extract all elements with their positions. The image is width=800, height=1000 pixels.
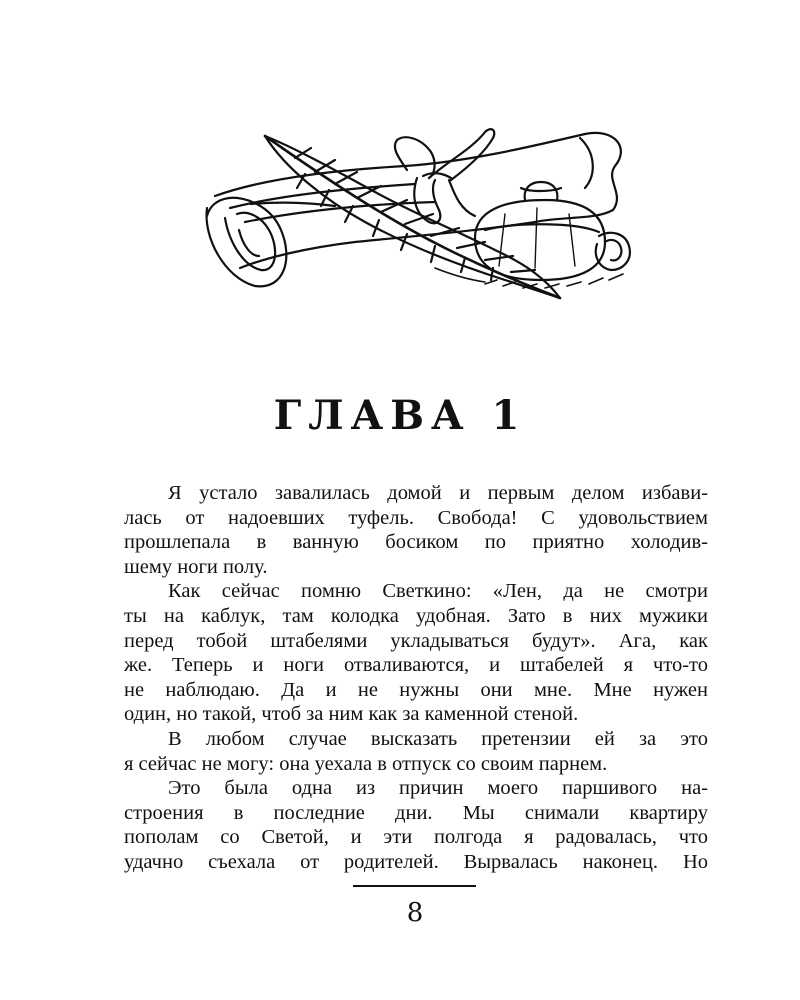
text-line: Как сейчас помню Светкино: «Лен, да не смотри xyxy=(168,580,708,603)
body-text xyxy=(124,481,708,875)
text-line: строения в последние дни. Мы снимали квартиру xyxy=(124,801,708,824)
text-line: не наблюдаю. Да и не нужны они мне. Мне нужен xyxy=(124,678,708,701)
text-line: перед тобой штабелями укладываться будут». Ага, как xyxy=(124,629,708,652)
text-line: пополам со Светой, и эти полгода я радовалась, что xyxy=(124,826,708,849)
chapter-title: ГЛАВА 1 xyxy=(273,392,527,439)
text-line: шему ноги полу. xyxy=(124,555,268,578)
text-line: Это была одна из причин моего паршивого на- xyxy=(168,777,708,800)
text-line: прошлепала в ванную босиком по приятно холодив- xyxy=(124,531,708,554)
text-line: Я устало завалилась домой и первым делом избави- xyxy=(168,482,708,504)
text-line: В любом случае высказать претензии ей за это xyxy=(168,727,708,750)
text-line: удачно съехала от родителей. Вырвалась наконец. Но xyxy=(124,850,708,873)
text-line: я сейчас не могу: она уехала в отпуск со своим парнем. xyxy=(124,752,608,775)
text-line: же. Теперь и ноги отваливаются, и штабелей я что-то xyxy=(124,654,708,677)
page-number: 8 xyxy=(406,898,424,928)
footer-divider xyxy=(353,885,476,887)
text-line: лась от надоевших туфель. Свобода! С удовольствием xyxy=(124,506,708,529)
scroll-quill-inkwell-illustration xyxy=(185,118,645,318)
text-line: один, но такой, чтоб за ним как за каменной стеной. xyxy=(124,703,579,726)
text-line: ты на каблук, там колодка удобная. Зато в них мужики xyxy=(124,604,708,627)
